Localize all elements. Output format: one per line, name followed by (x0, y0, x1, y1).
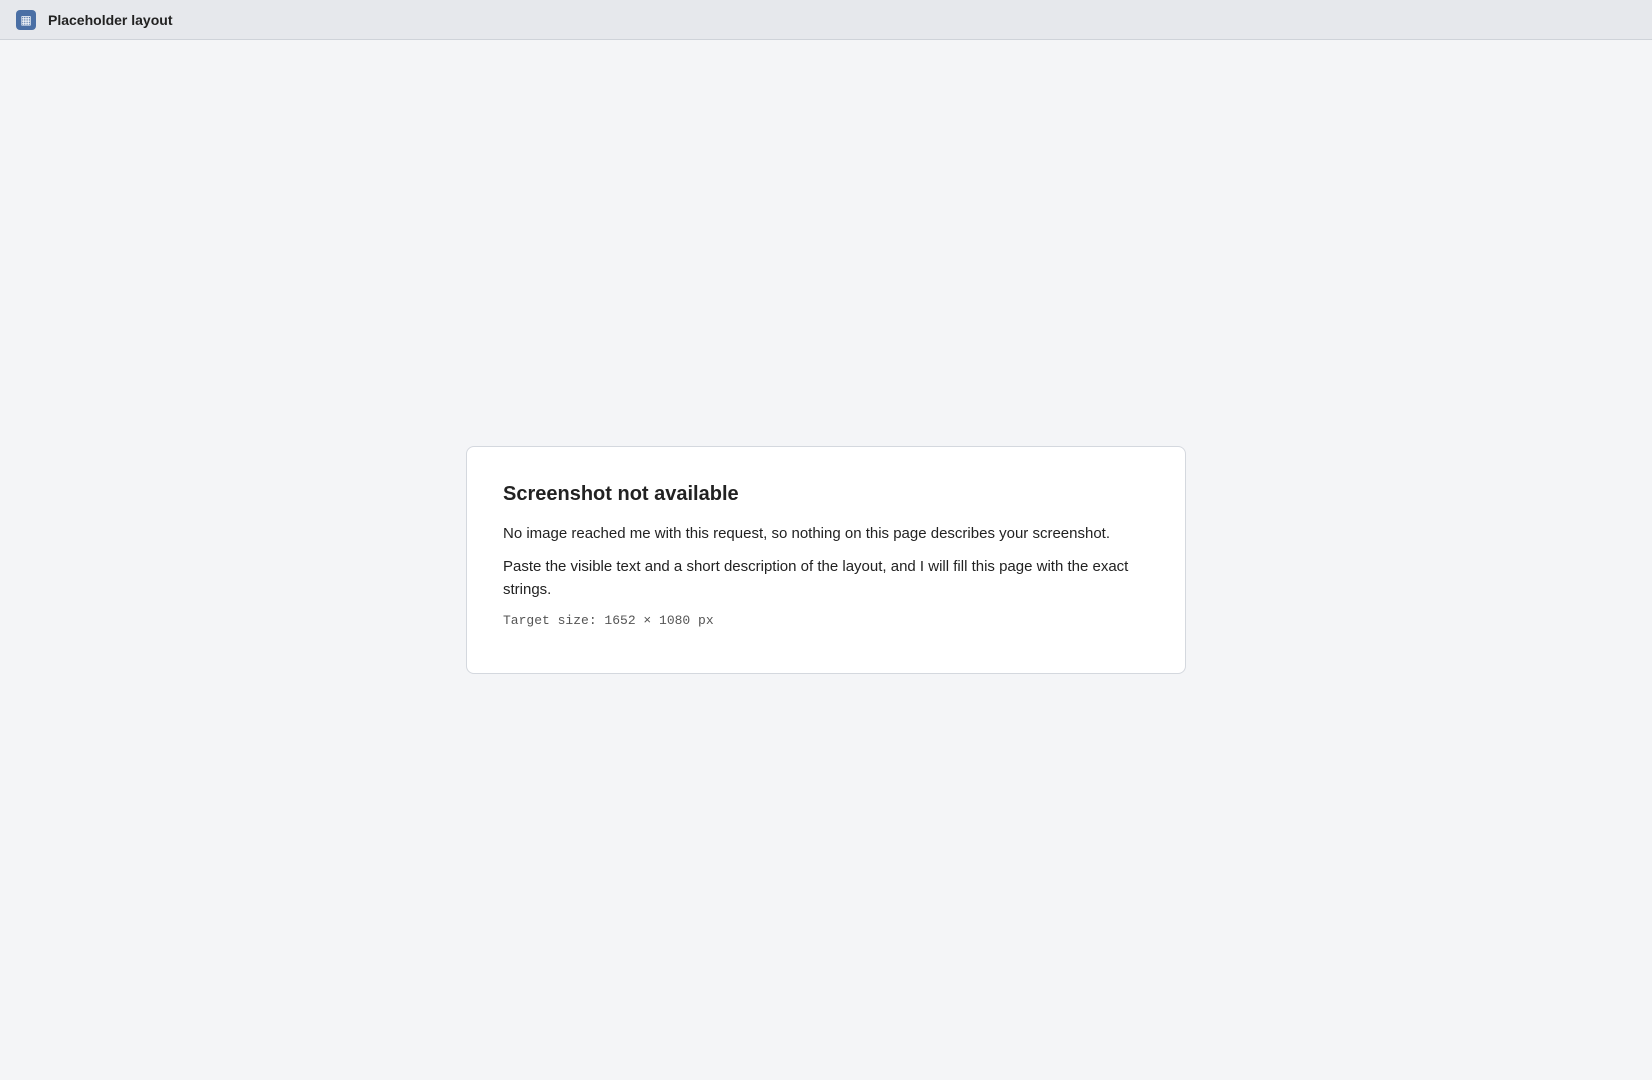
notice-line-2: Paste the visible text and a short description of the layout, and I will fill this page with the exact strings. (503, 557, 1129, 599)
title-bar (0, 0, 1652, 40)
app-icon: ▦ (16, 10, 36, 30)
notice-line-1: No image reached me with this request, so nothing on this page describes your screenshot. (503, 524, 1111, 542)
target-dimensions: Target size: 1652 × 1080 px (503, 613, 714, 629)
notice-heading: Screenshot not available (503, 482, 739, 505)
main-area (0, 40, 1652, 1080)
notice-panel (466, 446, 1186, 675)
window-title: Placeholder layout (48, 11, 173, 28)
